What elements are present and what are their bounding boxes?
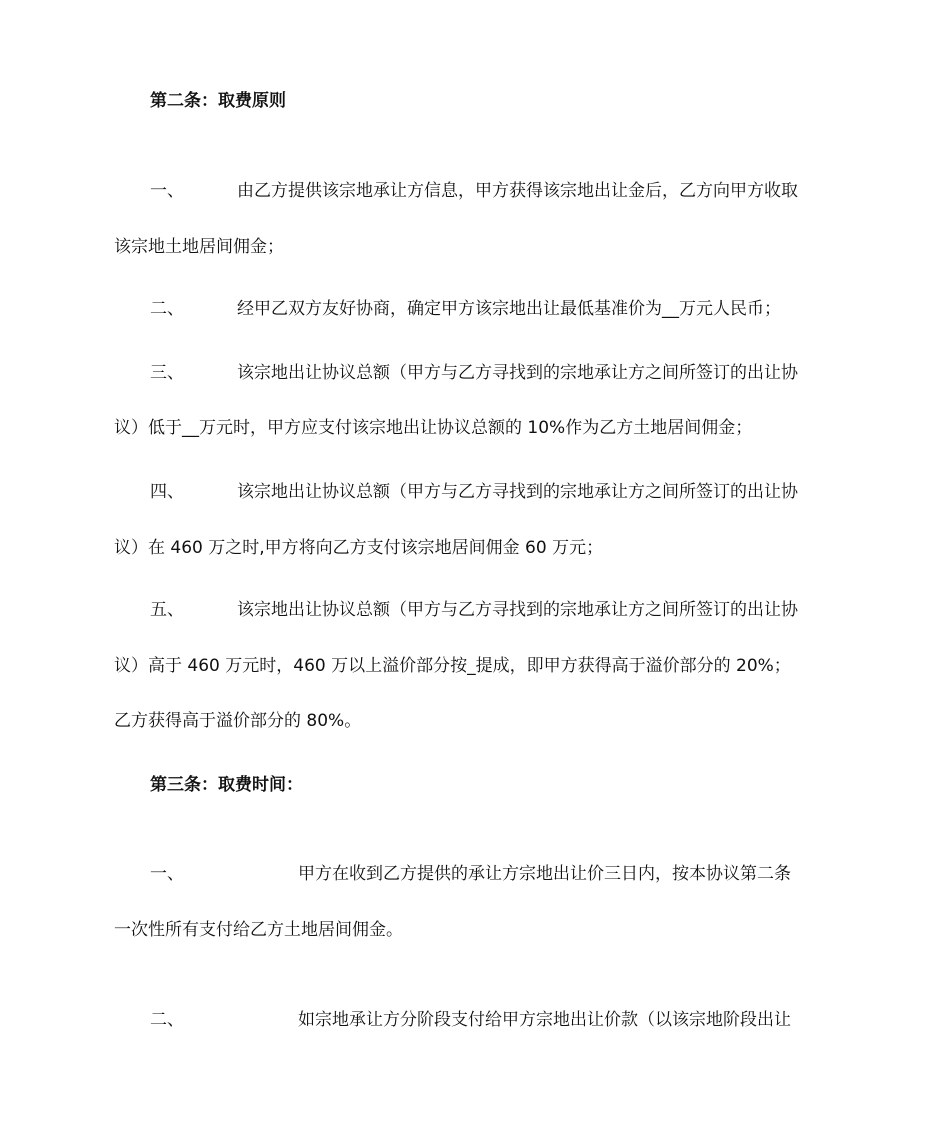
item-number: 四、 bbox=[150, 482, 184, 502]
item-text-line: 议）在 460 万之时,甲方将向乙方支付该宗地居间佣金 60 万元； bbox=[114, 538, 604, 558]
item-text-line: 议）高于 460 万元时，460 万以上溢价部分按_提成，即甲方获得高于溢价部分的 20%； bbox=[114, 656, 791, 676]
item-number: 一、 bbox=[150, 864, 184, 884]
item-text-line: 如宗地承让方分阶段支付给甲方宗地出让价款（以该宗地阶段出让 bbox=[298, 1010, 791, 1030]
article-3-heading: 第三条：取费时间： bbox=[150, 775, 303, 795]
item-number: 二、 bbox=[150, 299, 184, 319]
item-text-line: 一次性所有支付给乙方土地居间佣金。 bbox=[114, 920, 403, 940]
article-2-heading: 第二条：取费原则 bbox=[150, 91, 286, 111]
item-number: 五、 bbox=[150, 600, 184, 620]
item-text-line: 该宗地土地居间佣金； bbox=[114, 237, 284, 257]
item-text-line: 该宗地出让协议总额（甲方与乙方寻找到的宗地承让方之间所签订的出让协 bbox=[237, 600, 798, 620]
item-text-line: 由乙方提供该宗地承让方信息，甲方获得该宗地出让金后，乙方向甲方收取 bbox=[237, 181, 798, 201]
item-text-line: 该宗地出让协议总额（甲方与乙方寻找到的宗地承让方之间所签订的出让协 bbox=[237, 482, 798, 502]
item-text-line: 甲方在收到乙方提供的承让方宗地出让价三日内，按本协议第二条 bbox=[298, 864, 791, 884]
item-number: 三、 bbox=[150, 363, 184, 383]
item-text-line: 该宗地出让协议总额（甲方与乙方寻找到的宗地承让方之间所签订的出让协 bbox=[237, 363, 798, 383]
item-text-line: 议）低于__万元时，甲方应支付该宗地出让协议总额的 10%作为乙方土地居间佣金； bbox=[114, 418, 753, 438]
item-text-line: 乙方获得高于溢价部分的 80%。 bbox=[114, 711, 362, 731]
item-text-line: 经甲乙双方友好协商，确定甲方该宗地出让最低基准价为__万元人民币； bbox=[237, 299, 781, 319]
item-number: 二、 bbox=[150, 1010, 184, 1030]
item-number: 一、 bbox=[150, 181, 184, 201]
